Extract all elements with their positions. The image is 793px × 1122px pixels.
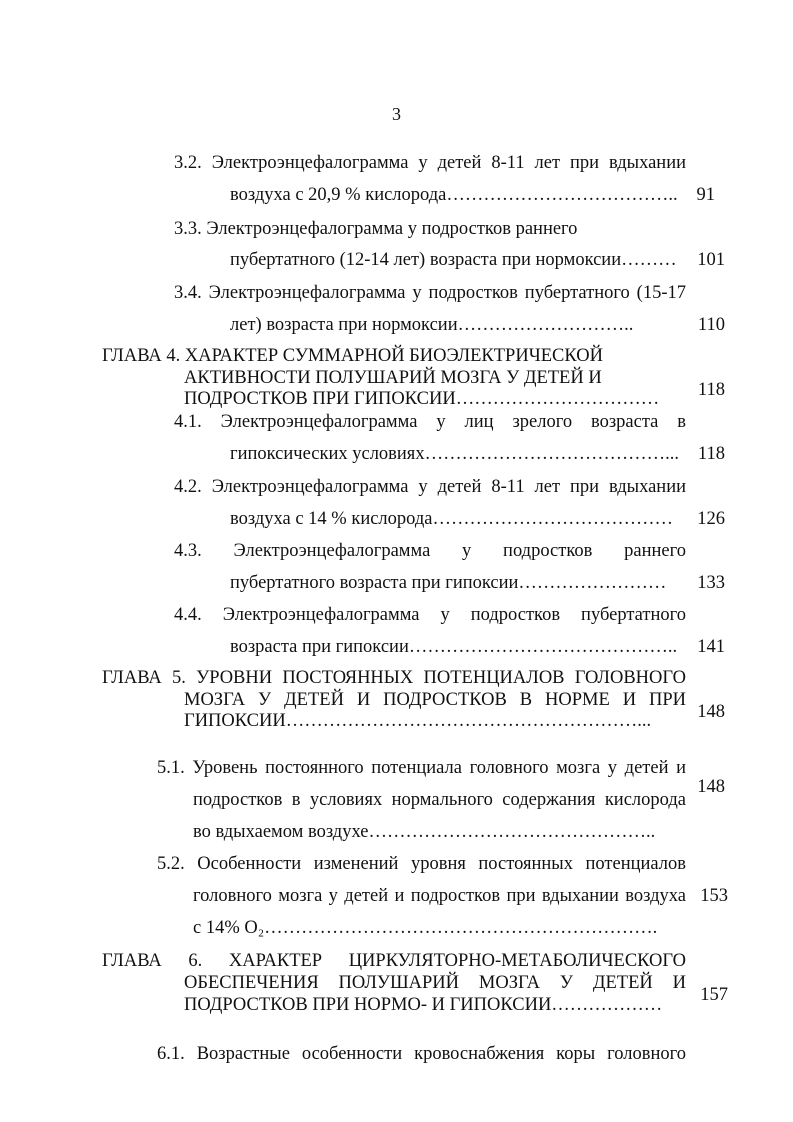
chapter-4-title-line2: АКТИВНОСТИ ПОЛУШАРИЙ МОЗГА У ДЕТЕЙ И [184, 368, 602, 388]
toc-entry-5-2-line1: 5.2. Особенности изменений уровня постоянных потенциалов [157, 854, 686, 874]
toc-entry-4-4-line1: 4.4. Электроэнцефалограмма у подростков пубертатного [174, 605, 686, 625]
toc-entry-3-3-line2: пубертатного (12-14 лет) возраста при нормоксии……… [230, 250, 677, 270]
toc-entry-3-4-page: 110 [697, 315, 725, 335]
toc-entry-4-2-page: 126 [697, 509, 725, 529]
toc-entry-4-1-line1: 4.1. Электроэнцефалограмма у лиц зрелого возраста в [174, 412, 686, 432]
toc-entry-4-3-page: 133 [697, 573, 725, 593]
chapter-6-title-line1: ГЛАВА 6. ХАРАКТЕР ЦИРКУЛЯТОРНО-МЕТАБОЛИЧЕСКОГО [102, 951, 686, 971]
toc-entry-4-1-page: 118 [697, 444, 725, 464]
toc-entry-4-2-line2: воздуха с 14 % кислорода………………………………… [230, 509, 674, 529]
chapter-5-title-line2: МОЗГА У ДЕТЕЙ И ПОДРОСТКОВ В НОРМЕ И ПРИ [184, 690, 686, 710]
toc-entry-5-1-page: 148 [697, 777, 725, 797]
chapter-6-title-line2: ОБЕСПЕЧЕНИЯ ПОЛУШАРИЙ МОЗГА У ДЕТЕЙ И [184, 973, 686, 993]
chapter-4-title-line1: ГЛАВА 4. ХАРАКТЕР СУММАРНОЙ БИОЭЛЕКТРИЧЕСКОЙ [102, 346, 603, 366]
page-number: 3 [392, 104, 401, 124]
toc-entry-4-3-line1: 4.3. Электроэнцефалограмма у подростков раннего [174, 541, 686, 561]
toc-entry-3-2-line1: 3.2. Электроэнцефалограмма у детей 8-11 лет при вдыхании [174, 153, 686, 173]
chapter-5-title-line1: ГЛАВА 5. УРОВНИ ПОСТОЯННЫХ ПОТЕНЦИАЛОВ ГОЛОВНОГО [102, 668, 686, 688]
toc-entry-4-1-line2: гипоксических условиях…………………………………... [230, 444, 679, 464]
chapter-4-title-line3: ПОДРОСТКОВ ПРИ ГИПОКСИИ…………………………… [184, 389, 660, 409]
toc-entry-5-1-line2: подростков в условиях нормального содержания кислорода [193, 790, 686, 810]
chapter-4-page: 118 [697, 380, 725, 400]
toc-entry-5-1-line3: во вдыхаемом воздухе……………………………………….. [193, 822, 656, 842]
chapter-6-title-line3: ПОДРОСТКОВ ПРИ НОРМО- И ГИПОКСИИ……………… [184, 995, 663, 1015]
toc-entry-3-3-line1: 3.3. Электроэнцефалограмма у подростков раннего [174, 219, 578, 239]
toc-entry-5-1-line1: 5.1. Уровень постоянного потенциала головного мозга у детей и [157, 758, 686, 778]
toc-entry-5-2-line3: с 14% О₂………………………………………………………. [193, 918, 658, 938]
toc-entry-3-2-line2: воздуха с 20,9 % кислорода……………………………….. [230, 185, 678, 205]
toc-entry-3-4-line2: лет) возраста при нормоксии……………………….. [230, 315, 634, 335]
toc-entry-3-4-line1: 3.4. Электроэнцефалограмма у подростков пубертатного (15-17 [174, 283, 686, 303]
toc-entry-6-1-line1: 6.1. Возрастные особенности кровоснабжения коры головного [157, 1044, 686, 1064]
toc-entry-4-2-line1: 4.2. Электроэнцефалограмма у детей 8-11 лет при вдыхании [174, 477, 686, 497]
toc-entry-4-4-line2: возраста при гипоксии…………………………………….. [230, 637, 678, 657]
toc-entry-5-2-page: 153 [700, 886, 728, 906]
toc-entry-3-3-page: 101 [697, 250, 725, 270]
toc-entry-4-4-page: 141 [697, 637, 725, 657]
toc-entry-3-2-page: 91 [696, 185, 715, 205]
chapter-5-title-line3: ГИПОКСИИ…………………………………………………... [184, 711, 652, 731]
chapter-5-page: 148 [697, 702, 725, 722]
toc-entry-4-3-line2: пубертатного возраста при гипоксии…………………… [230, 573, 667, 593]
chapter-6-page: 157 [700, 985, 728, 1005]
toc-entry-5-2-line2: головного мозга у детей и подростков при вдыхании воздуха [193, 886, 686, 906]
